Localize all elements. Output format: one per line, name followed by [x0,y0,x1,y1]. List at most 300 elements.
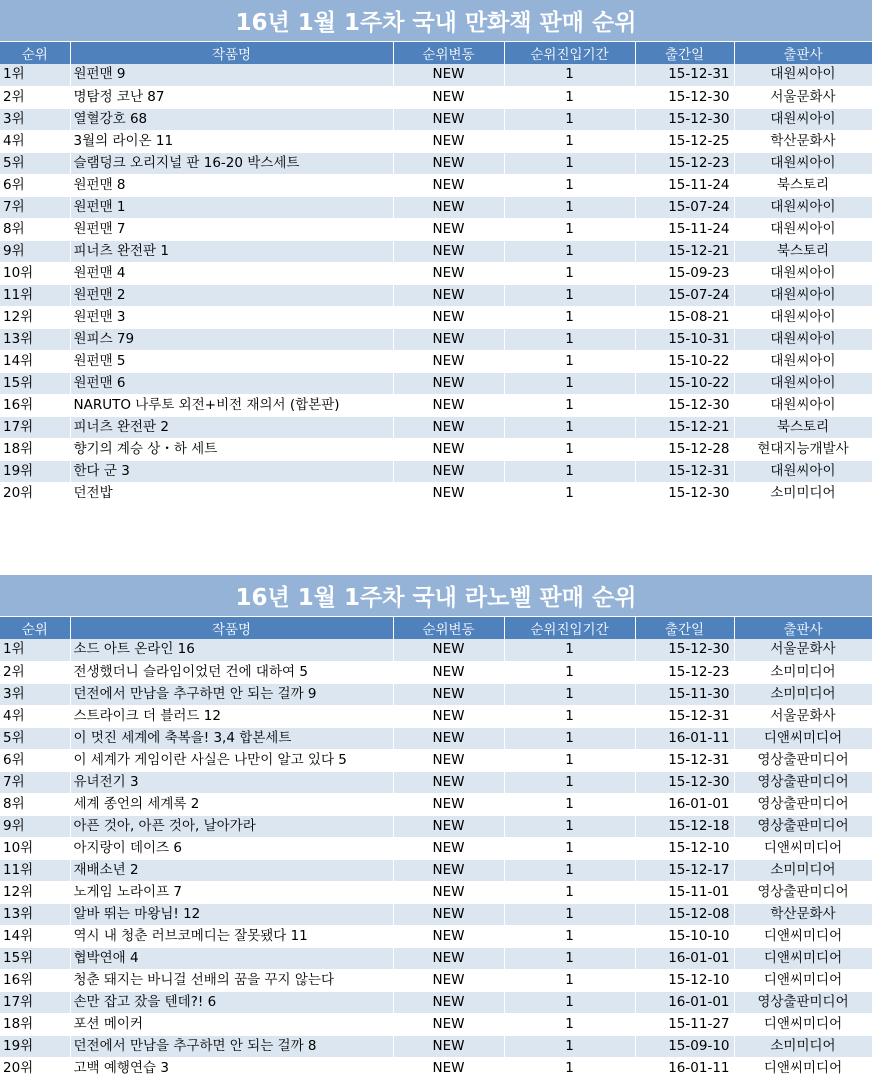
release-date-cell: 15-07-24 [635,196,734,218]
release-date-cell: 15-12-08 [635,903,734,925]
entry-period-cell: 1 [504,1013,635,1035]
table-row [0,438,872,460]
rank-change-cell: NEW [393,727,504,749]
column-header-publisher: 출판사 [734,42,872,64]
entry-period-cell: 1 [504,262,635,284]
table-row [0,152,872,174]
manga-ranking-section [0,0,872,505]
entry-period-cell: 1 [504,705,635,727]
release-date-cell: 16-01-11 [635,1057,734,1079]
rank-cell: 1위 [0,639,70,661]
publisher-cell: 영상출판미디어 [734,771,872,793]
rank-cell: 13위 [0,903,70,925]
rank-cell: 19위 [0,1035,70,1057]
title-cell: 던전에서 만남을 추구하면 안 되는 걸까 8 [70,1035,393,1057]
title-cell: 고백 예행연습 3 [70,1057,393,1079]
release-date-cell: 15-07-24 [635,284,734,306]
entry-period-cell: 1 [504,881,635,903]
entry-period-cell: 1 [504,240,635,262]
release-date-cell: 15-11-27 [635,1013,734,1035]
release-date-cell: 15-12-30 [635,771,734,793]
title-cell: 유녀전기 3 [70,771,393,793]
novel-ranking-section [0,575,872,1080]
release-date-cell: 15-12-30 [635,482,734,504]
release-date-cell: 16-01-01 [635,793,734,815]
entry-period-cell: 1 [504,771,635,793]
release-date-cell: 15-12-21 [635,416,734,438]
entry-period-cell: 1 [504,683,635,705]
rank-change-cell: NEW [393,1057,504,1079]
entry-period-cell: 1 [504,947,635,969]
title-cell: 한다 군 3 [70,460,393,482]
entry-period-cell: 1 [504,394,635,416]
release-date-cell: 15-12-28 [635,438,734,460]
column-header-period: 순위진입기간 [504,617,635,639]
rank-change-cell: NEW [393,108,504,130]
rank-change-cell: NEW [393,284,504,306]
release-date-cell: 15-12-31 [635,749,734,771]
publisher-cell: 대원씨아이 [734,64,872,86]
rank-cell: 11위 [0,284,70,306]
title-cell: 원펀맨 7 [70,218,393,240]
title-cell: 원펀맨 4 [70,262,393,284]
release-date-cell: 15-12-30 [635,639,734,661]
rank-cell: 20위 [0,482,70,504]
rank-cell: 14위 [0,350,70,372]
publisher-cell: 대원씨아이 [734,460,872,482]
table-row [0,749,872,771]
release-date-cell: 15-12-31 [635,460,734,482]
table-row [0,837,872,859]
publisher-cell: 디앤씨미디어 [734,925,872,947]
column-header-change: 순위변동 [393,42,504,64]
title-cell: 소드 아트 온라인 16 [70,639,393,661]
rank-change-cell: NEW [393,1035,504,1057]
publisher-cell: 소미미디어 [734,661,872,683]
title-cell: 협박연애 4 [70,947,393,969]
title-cell: 알바 뛰는 마왕님! 12 [70,903,393,925]
rank-cell: 12위 [0,306,70,328]
title-cell: 노게임 노라이프 7 [70,881,393,903]
entry-period-cell: 1 [504,1035,635,1057]
title-cell: 스트라이크 더 블러드 12 [70,705,393,727]
release-date-cell: 15-11-01 [635,881,734,903]
release-date-cell: 16-01-11 [635,727,734,749]
release-date-cell: 15-10-31 [635,328,734,350]
title-cell: 원펀맨 9 [70,64,393,86]
rank-change-cell: NEW [393,925,504,947]
title-cell: 전생했더니 슬라임이었던 건에 대하여 5 [70,661,393,683]
publisher-cell: 디앤씨미디어 [734,947,872,969]
manga-ranking-table [0,42,872,505]
table-row [0,925,872,947]
entry-period-cell: 1 [504,130,635,152]
rank-cell: 16위 [0,394,70,416]
rank-cell: 1위 [0,64,70,86]
table-row [0,284,872,306]
table-row [0,903,872,925]
title-cell: 청춘 돼지는 바니걸 선배의 꿈을 꾸지 않는다 [70,969,393,991]
entry-period-cell: 1 [504,1057,635,1079]
table-row [0,705,872,727]
publisher-cell: 대원씨아이 [734,262,872,284]
table-row [0,991,872,1013]
rank-change-cell: NEW [393,86,504,108]
publisher-cell: 현대지능개발사 [734,438,872,460]
title-cell: 열혈강호 68 [70,108,393,130]
release-date-cell: 16-01-01 [635,947,734,969]
rank-cell: 20위 [0,1057,70,1079]
publisher-cell: 소미미디어 [734,482,872,504]
title-cell: 세계 종언의 세계록 2 [70,793,393,815]
release-date-cell: 15-11-30 [635,683,734,705]
table-row [0,306,872,328]
rank-cell: 5위 [0,727,70,749]
entry-period-cell: 1 [504,438,635,460]
novel-ranking-table [0,617,872,1080]
rank-cell: 17위 [0,991,70,1013]
rank-change-cell: NEW [393,372,504,394]
novel-header-row [0,617,872,639]
column-header-rank: 순위 [0,617,70,639]
rank-cell: 8위 [0,218,70,240]
release-date-cell: 15-08-21 [635,306,734,328]
entry-period-cell: 1 [504,482,635,504]
release-date-cell: 15-12-31 [635,64,734,86]
publisher-cell: 대원씨아이 [734,306,872,328]
rank-change-cell: NEW [393,218,504,240]
column-header-publisher: 출판사 [734,617,872,639]
rank-cell: 6위 [0,174,70,196]
table-row [0,727,872,749]
table-row [0,86,872,108]
title-cell: 던전밥 [70,482,393,504]
title-cell: 원펀맨 8 [70,174,393,196]
rank-change-cell: NEW [393,240,504,262]
rank-change-cell: NEW [393,837,504,859]
publisher-cell: 북스토리 [734,416,872,438]
rank-cell: 7위 [0,196,70,218]
publisher-cell: 대원씨아이 [734,328,872,350]
table-row [0,1013,872,1035]
entry-period-cell: 1 [504,815,635,837]
publisher-cell: 서울문화사 [734,639,872,661]
rank-cell: 16위 [0,969,70,991]
rank-change-cell: NEW [393,947,504,969]
entry-period-cell: 1 [504,837,635,859]
rank-change-cell: NEW [393,991,504,1013]
rank-cell: 3위 [0,683,70,705]
title-cell: 역시 내 청춘 러브코메디는 잘못됐다 11 [70,925,393,947]
column-header-date: 출간일 [635,42,734,64]
title-cell: 원펀맨 1 [70,196,393,218]
rank-cell: 9위 [0,240,70,262]
rank-cell: 18위 [0,1013,70,1035]
table-row [0,328,872,350]
table-row [0,771,872,793]
entry-period-cell: 1 [504,218,635,240]
table-row [0,64,872,86]
rank-change-cell: NEW [393,881,504,903]
title-cell: 피너츠 완전판 1 [70,240,393,262]
release-date-cell: 15-10-22 [635,350,734,372]
publisher-cell: 영상출판미디어 [734,815,872,837]
entry-period-cell: 1 [504,460,635,482]
release-date-cell: 15-12-30 [635,394,734,416]
rank-cell: 18위 [0,438,70,460]
entry-period-cell: 1 [504,925,635,947]
publisher-cell: 소미미디어 [734,1035,872,1057]
table-row [0,639,872,661]
publisher-cell: 서울문화사 [734,86,872,108]
rank-change-cell: NEW [393,903,504,925]
table-row [0,1035,872,1057]
rank-cell: 3위 [0,108,70,130]
rank-cell: 17위 [0,416,70,438]
rank-change-cell: NEW [393,683,504,705]
rank-cell: 6위 [0,749,70,771]
entry-period-cell: 1 [504,196,635,218]
entry-period-cell: 1 [504,749,635,771]
rank-change-cell: NEW [393,394,504,416]
rank-change-cell: NEW [393,152,504,174]
title-cell: 원펀맨 5 [70,350,393,372]
rank-change-cell: NEW [393,130,504,152]
publisher-cell: 서울문화사 [734,705,872,727]
entry-period-cell: 1 [504,306,635,328]
release-date-cell: 15-12-10 [635,969,734,991]
column-header-change: 순위변동 [393,617,504,639]
entry-period-cell: 1 [504,793,635,815]
publisher-cell: 대원씨아이 [734,394,872,416]
release-date-cell: 15-12-17 [635,859,734,881]
rank-cell: 15위 [0,947,70,969]
entry-period-cell: 1 [504,859,635,881]
entry-period-cell: 1 [504,727,635,749]
entry-period-cell: 1 [504,372,635,394]
entry-period-cell: 1 [504,350,635,372]
rank-change-cell: NEW [393,174,504,196]
rank-change-cell: NEW [393,859,504,881]
rank-cell: 10위 [0,262,70,284]
entry-period-cell: 1 [504,64,635,86]
rank-cell: 8위 [0,793,70,815]
publisher-cell: 대원씨아이 [734,196,872,218]
rank-cell: 9위 [0,815,70,837]
publisher-cell: 소미미디어 [734,683,872,705]
rank-cell: 11위 [0,859,70,881]
publisher-cell: 영상출판미디어 [734,793,872,815]
publisher-cell: 영상출판미디어 [734,991,872,1013]
manga-header-row [0,42,872,64]
release-date-cell: 15-10-22 [635,372,734,394]
entry-period-cell: 1 [504,991,635,1013]
title-cell: 원펀맨 2 [70,284,393,306]
publisher-cell: 학산문화사 [734,903,872,925]
publisher-cell: 디앤씨미디어 [734,727,872,749]
table-row [0,240,872,262]
rank-cell: 2위 [0,86,70,108]
table-row [0,174,872,196]
manga-ranking-title: 16년 1월 1주차 국내 만화책 판매 순위 [0,0,872,42]
entry-period-cell: 1 [504,174,635,196]
release-date-cell: 15-09-23 [635,262,734,284]
release-date-cell: 15-12-31 [635,705,734,727]
publisher-cell: 대원씨아이 [734,218,872,240]
table-row [0,482,872,504]
title-cell: NARUTO 나루토 외전+비전 재의서 (합본판) [70,394,393,416]
rank-change-cell: NEW [393,771,504,793]
rank-change-cell: NEW [393,1013,504,1035]
rank-cell: 12위 [0,881,70,903]
release-date-cell: 15-12-23 [635,152,734,174]
publisher-cell: 학산문화사 [734,130,872,152]
rank-cell: 7위 [0,771,70,793]
rank-change-cell: NEW [393,969,504,991]
rank-cell: 2위 [0,661,70,683]
release-date-cell: 15-11-24 [635,174,734,196]
table-row [0,859,872,881]
release-date-cell: 15-10-10 [635,925,734,947]
table-row [0,108,872,130]
publisher-cell: 디앤씨미디어 [734,1057,872,1079]
rank-change-cell: NEW [393,815,504,837]
title-cell: 명탐정 코난 87 [70,86,393,108]
column-header-rank: 순위 [0,42,70,64]
rank-change-cell: NEW [393,639,504,661]
novel-table-body [0,639,872,1079]
title-cell: 피너츠 완전판 2 [70,416,393,438]
entry-period-cell: 1 [504,284,635,306]
title-cell: 원펀맨 3 [70,306,393,328]
column-header-title: 작품명 [70,617,393,639]
entry-period-cell: 1 [504,661,635,683]
rank-cell: 19위 [0,460,70,482]
release-date-cell: 15-12-30 [635,86,734,108]
publisher-cell: 디앤씨미디어 [734,969,872,991]
title-cell: 이 멋진 세계에 축복을! 3,4 합본세트 [70,727,393,749]
release-date-cell: 15-12-21 [635,240,734,262]
title-cell: 아지랑이 데이즈 6 [70,837,393,859]
release-date-cell: 15-09-10 [635,1035,734,1057]
table-row [0,416,872,438]
release-date-cell: 16-01-01 [635,991,734,1013]
table-row [0,1057,872,1079]
release-date-cell: 15-12-30 [635,108,734,130]
manga-table-body [0,64,872,504]
column-header-title: 작품명 [70,42,393,64]
publisher-cell: 북스토리 [734,174,872,196]
rank-change-cell: NEW [393,482,504,504]
release-date-cell: 15-12-10 [635,837,734,859]
rank-cell: 14위 [0,925,70,947]
rank-cell: 4위 [0,705,70,727]
rank-cell: 15위 [0,372,70,394]
rank-change-cell: NEW [393,749,504,771]
column-header-period: 순위진입기간 [504,42,635,64]
table-row [0,460,872,482]
table-row [0,130,872,152]
entry-period-cell: 1 [504,86,635,108]
table-row [0,218,872,240]
rank-change-cell: NEW [393,438,504,460]
table-row [0,881,872,903]
entry-period-cell: 1 [504,328,635,350]
title-cell: 향기의 계승 상・하 세트 [70,438,393,460]
rank-cell: 5위 [0,152,70,174]
table-row [0,969,872,991]
publisher-cell: 디앤씨미디어 [734,837,872,859]
publisher-cell: 대원씨아이 [734,108,872,130]
title-cell: 포션 메이커 [70,1013,393,1035]
title-cell: 아픈 것아, 아픈 것아, 날아가라 [70,815,393,837]
publisher-cell: 디앤씨미디어 [734,1013,872,1035]
rank-change-cell: NEW [393,350,504,372]
publisher-cell: 대원씨아이 [734,284,872,306]
title-cell: 던전에서 만남을 추구하면 안 되는 걸까 9 [70,683,393,705]
novel-ranking-title: 16년 1월 1주차 국내 라노벨 판매 순위 [0,575,872,617]
rank-cell: 4위 [0,130,70,152]
title-cell: 슬램덩크 오리지널 판 16-20 박스세트 [70,152,393,174]
rank-cell: 10위 [0,837,70,859]
entry-period-cell: 1 [504,416,635,438]
table-row [0,815,872,837]
table-row [0,196,872,218]
entry-period-cell: 1 [504,639,635,661]
rank-change-cell: NEW [393,328,504,350]
title-cell: 이 세계가 게임이란 사실은 나만이 알고 있다 5 [70,749,393,771]
publisher-cell: 소미미디어 [734,859,872,881]
table-row [0,793,872,815]
rank-change-cell: NEW [393,306,504,328]
table-row [0,372,872,394]
rank-change-cell: NEW [393,262,504,284]
table-row [0,683,872,705]
rank-cell: 13위 [0,328,70,350]
publisher-cell: 영상출판미디어 [734,881,872,903]
rank-change-cell: NEW [393,705,504,727]
table-row [0,350,872,372]
entry-period-cell: 1 [504,108,635,130]
rank-change-cell: NEW [393,196,504,218]
entry-period-cell: 1 [504,152,635,174]
title-cell: 3월의 라이온 11 [70,130,393,152]
title-cell: 원펀맨 6 [70,372,393,394]
rank-change-cell: NEW [393,793,504,815]
publisher-cell: 북스토리 [734,240,872,262]
publisher-cell: 대원씨아이 [734,152,872,174]
publisher-cell: 영상출판미디어 [734,749,872,771]
publisher-cell: 대원씨아이 [734,350,872,372]
entry-period-cell: 1 [504,903,635,925]
column-header-date: 출간일 [635,617,734,639]
release-date-cell: 15-12-18 [635,815,734,837]
table-row [0,661,872,683]
publisher-cell: 대원씨아이 [734,372,872,394]
table-row [0,394,872,416]
release-date-cell: 15-12-23 [635,661,734,683]
title-cell: 재배소년 2 [70,859,393,881]
entry-period-cell: 1 [504,969,635,991]
title-cell: 손만 잡고 잤을 텐데?! 6 [70,991,393,1013]
title-cell: 원피스 79 [70,328,393,350]
release-date-cell: 15-12-25 [635,130,734,152]
rank-change-cell: NEW [393,64,504,86]
rank-change-cell: NEW [393,416,504,438]
rank-change-cell: NEW [393,460,504,482]
table-row [0,262,872,284]
table-row [0,947,872,969]
